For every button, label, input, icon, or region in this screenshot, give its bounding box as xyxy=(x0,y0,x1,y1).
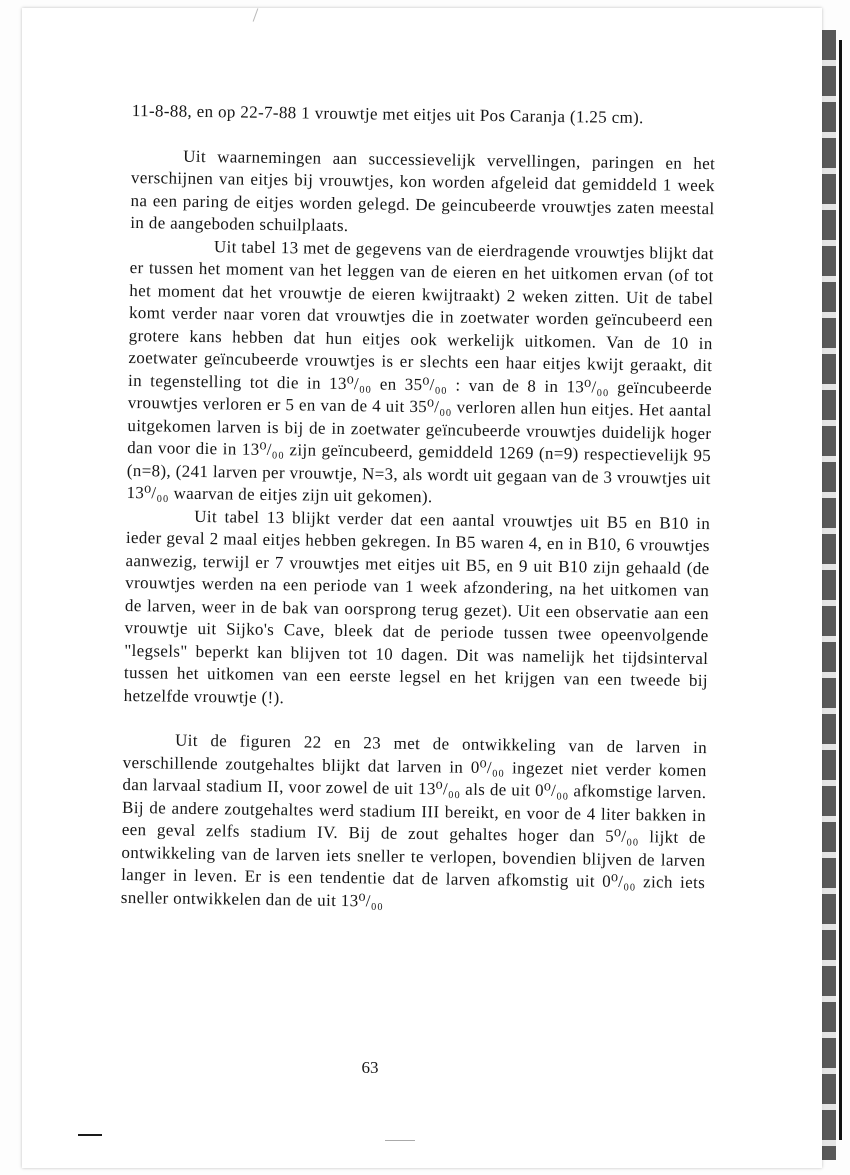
binding-edge xyxy=(839,40,842,1140)
paragraph-continuation: 11-8-88, en op 22-7-88 1 vrouwtje met eitjes uit Pos Caranja (1.25 cm). xyxy=(131,100,644,128)
corner-mark xyxy=(78,1134,102,1136)
paragraph-table13-incubation: Uit tabel 13 met de gegevens van de eierdragende vrouwtjes blijkt dat er tussen het moment van het leggen van de eieren en het uitkomen ervan (of tot het moment dat het vrouwtje de eieren kwijtraakt) 2 weken zitten. Uit de tabel komt verder naar voren dat vrouwtjes die in zoetwater worden geïncubeerd een grotere kans hebben dat hun eitjes ook werkelijk uitkomen. Van de 10 in zoetwater geïncubeerde vrouwtjes is er slechts een haar eitjes kwijt geraakt, dit in tegenstelling tot die in 13⁰/₀₀ en 35⁰/₀₀ : van de 8 in 13⁰/₀₀ geïncubeerde vrouwtjes verloren er 5 en van de 4 uit 35⁰/₀₀ verloren allen hun eitjes. Het aantal uitgekomen larven is bij de in zoetwater geïncubeerde vrouwtjes duidelijk hoger dan voor die in 13⁰/₀₀ zijn geïncubeerd, gemiddeld 1269 (n=9) respectievelijk 95 (n=8), (241 larven per vrouwtje, N=3, als wordt uit gegaan van de 3 vrouwtjes uit 13⁰/₀₀ waarvan de eitjes zijn uit gekomen). xyxy=(126,236,715,507)
paragraph-table13-repeat-broods: Uit tabel 13 blijkt verder dat een aantal vrouwtjes uit B5 en B10 in ieder geval 2 maal eitjes hebben gekregen. In B5 waren 4, en in B10, 6 vrouwtjes aanwezig, terwijl er 7 vrouwtjes met eitjes uit B5, en 9 uit B10 zijn gehaald (de vrouwtjes werden na een periode van 1 week afzondering, na het uitkomen van de larven, weer in de bak van oorsprong terug gezet). Uit een observatie aan een vrouwtje uit Sijko's Cave, bleek dat de periode tussen twee opeenvolgende "legsels" beperkt kan blijven tot 10 dagen. Dit was namelijk het tijdsinterval tussen het uitkomen van een eerste legsel en het krijgen van een tweede bij hetzelfde vrouwtje (!). xyxy=(123,506,711,707)
page-number: 63 xyxy=(361,1058,379,1077)
body-text xyxy=(121,100,716,917)
paragraph-observations: Uit waarnemingen aan successievelijk vervellingen, paringen en het verschijnen van eitjes bij vrouwtjes, kon worden afgeleid dat gemiddeld 1 week na een paring de eitjes worden gelegd. De geincubeerde vrouwtjes zaten meestal in de aangeboden schuilplaats. xyxy=(130,146,716,236)
bottom-mark xyxy=(385,1140,415,1141)
binding-strip xyxy=(822,30,836,1160)
paragraph-larval-development: Uit de figuren 22 en 23 met de ontwikkeling van de larven in verschillende zoutgehaltes blijkt dat larven in 0⁰/₀₀ ingezet niet verder komen dan larvaal stadium II, voor zowel de uit 13⁰/₀₀ als de uit 0⁰/₀₀ afkomstige larven. Bij de andere zoutgehaltes werd stadium III bereikt, en voor de 4 liter bakken in een geval zelfs stadium IV. Bij de zout gehaltes hoger dan 5⁰/₀₀ lijkt de ontwikkeling van de larven iets sneller te verlopen, bovendien blijven de larven langer in leven. Er is een tendentie dat de larven afkomstig uit 0⁰/₀₀ zich iets sneller ontwikkelen dan de uit 13⁰/₀₀ xyxy=(120,730,708,911)
